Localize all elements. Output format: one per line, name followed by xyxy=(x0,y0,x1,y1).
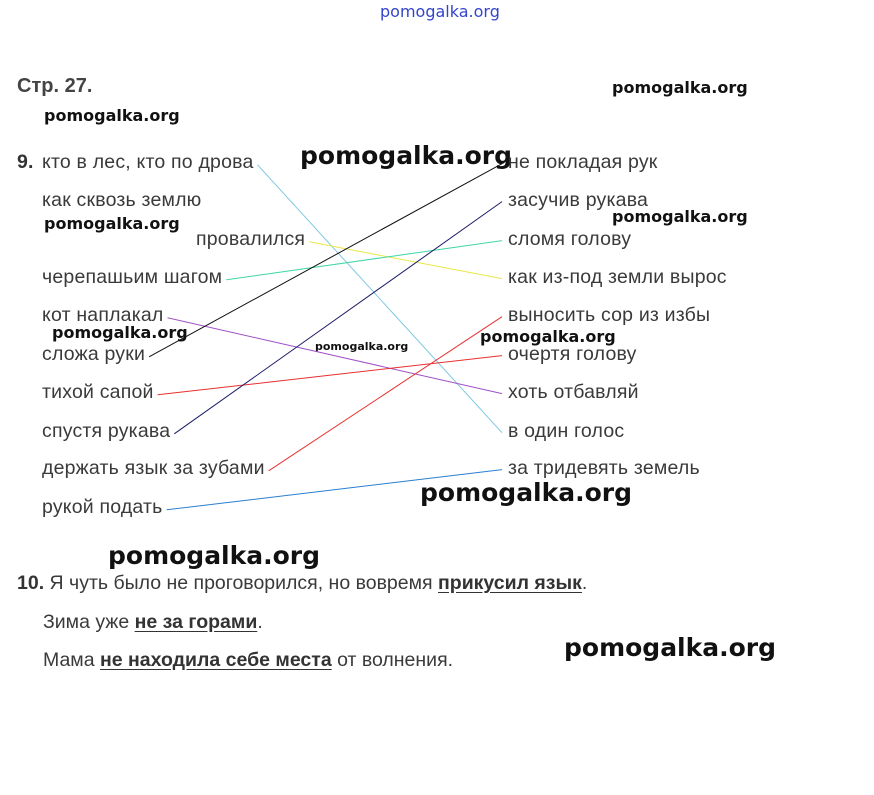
left-phrase: провалился xyxy=(196,228,306,250)
watermark: pomogalka.org xyxy=(380,2,500,21)
watermark: pomogalka.org xyxy=(612,78,748,97)
match-line xyxy=(158,356,502,395)
sentence-text: . xyxy=(581,572,588,594)
right-phrase: засучив рукава xyxy=(508,189,649,211)
sentence-text: Я чуть было не проговорился, но вовремя xyxy=(49,572,438,594)
watermark: pomogalka.org xyxy=(480,327,616,346)
exercise-10-sentence-2 xyxy=(43,611,263,634)
left-phrase: кто в лес, кто по дрова xyxy=(42,151,254,173)
right-phrase: очертя голову xyxy=(508,343,637,365)
sentence-text: Зима уже xyxy=(43,611,135,633)
watermark: pomogalka.org xyxy=(44,106,180,125)
right-phrase: в один голос xyxy=(508,420,625,442)
left-phrase: черепашьим шагом xyxy=(42,266,223,288)
exercise-10-number: 10. xyxy=(17,572,45,594)
watermark: pomogalka.org xyxy=(612,207,748,226)
watermark: pomogalka.org xyxy=(52,323,188,342)
left-phrase: держать язык за зубами xyxy=(42,457,265,479)
match-line xyxy=(309,242,502,279)
watermark: pomogalka.org xyxy=(564,633,777,662)
watermark: pomogalka.org xyxy=(420,478,633,507)
right-phrase: за тридевять земель xyxy=(508,457,700,479)
left-phrase: спустя рукава xyxy=(42,420,171,442)
right-phrase: не покладая рук xyxy=(508,151,658,173)
right-phrase: хоть отбавляй xyxy=(508,381,639,403)
right-phrase: сломя голову xyxy=(508,228,632,250)
exercise-9-number: 9. xyxy=(17,151,34,173)
left-phrase: кот наплакал xyxy=(42,304,164,326)
left-phrase: сложа руки xyxy=(42,343,146,365)
watermark: pomogalka.org xyxy=(315,340,409,353)
right-phrase: выносить сор из избы xyxy=(508,304,711,326)
watermark: pomogalka.org xyxy=(300,141,513,170)
watermark: pomogalka.org xyxy=(44,214,180,233)
match-line xyxy=(168,318,503,394)
left-phrase: как сквозь землю xyxy=(42,189,202,211)
left-phrase: рукой подать xyxy=(42,496,163,518)
match-line xyxy=(258,165,502,433)
answer-phrase: не находила себе места xyxy=(99,649,332,671)
watermark: pomogalka.org xyxy=(108,541,321,570)
answer-phrase: не за горами xyxy=(134,611,258,633)
left-phrase: тихой сапой xyxy=(42,381,154,403)
exercise-10-sentence-1 xyxy=(17,572,587,595)
exercise-10-sentence-3 xyxy=(43,649,453,672)
answer-phrase: прикусил язык xyxy=(438,572,582,594)
page-header: Стр. 27. xyxy=(17,75,93,97)
match-line xyxy=(149,164,502,357)
sentence-text: от волнения. xyxy=(331,649,454,671)
sentence-text: Мама xyxy=(43,649,100,671)
sentence-text: . xyxy=(257,611,263,633)
right-phrase: как из-под земли вырос xyxy=(508,266,727,288)
